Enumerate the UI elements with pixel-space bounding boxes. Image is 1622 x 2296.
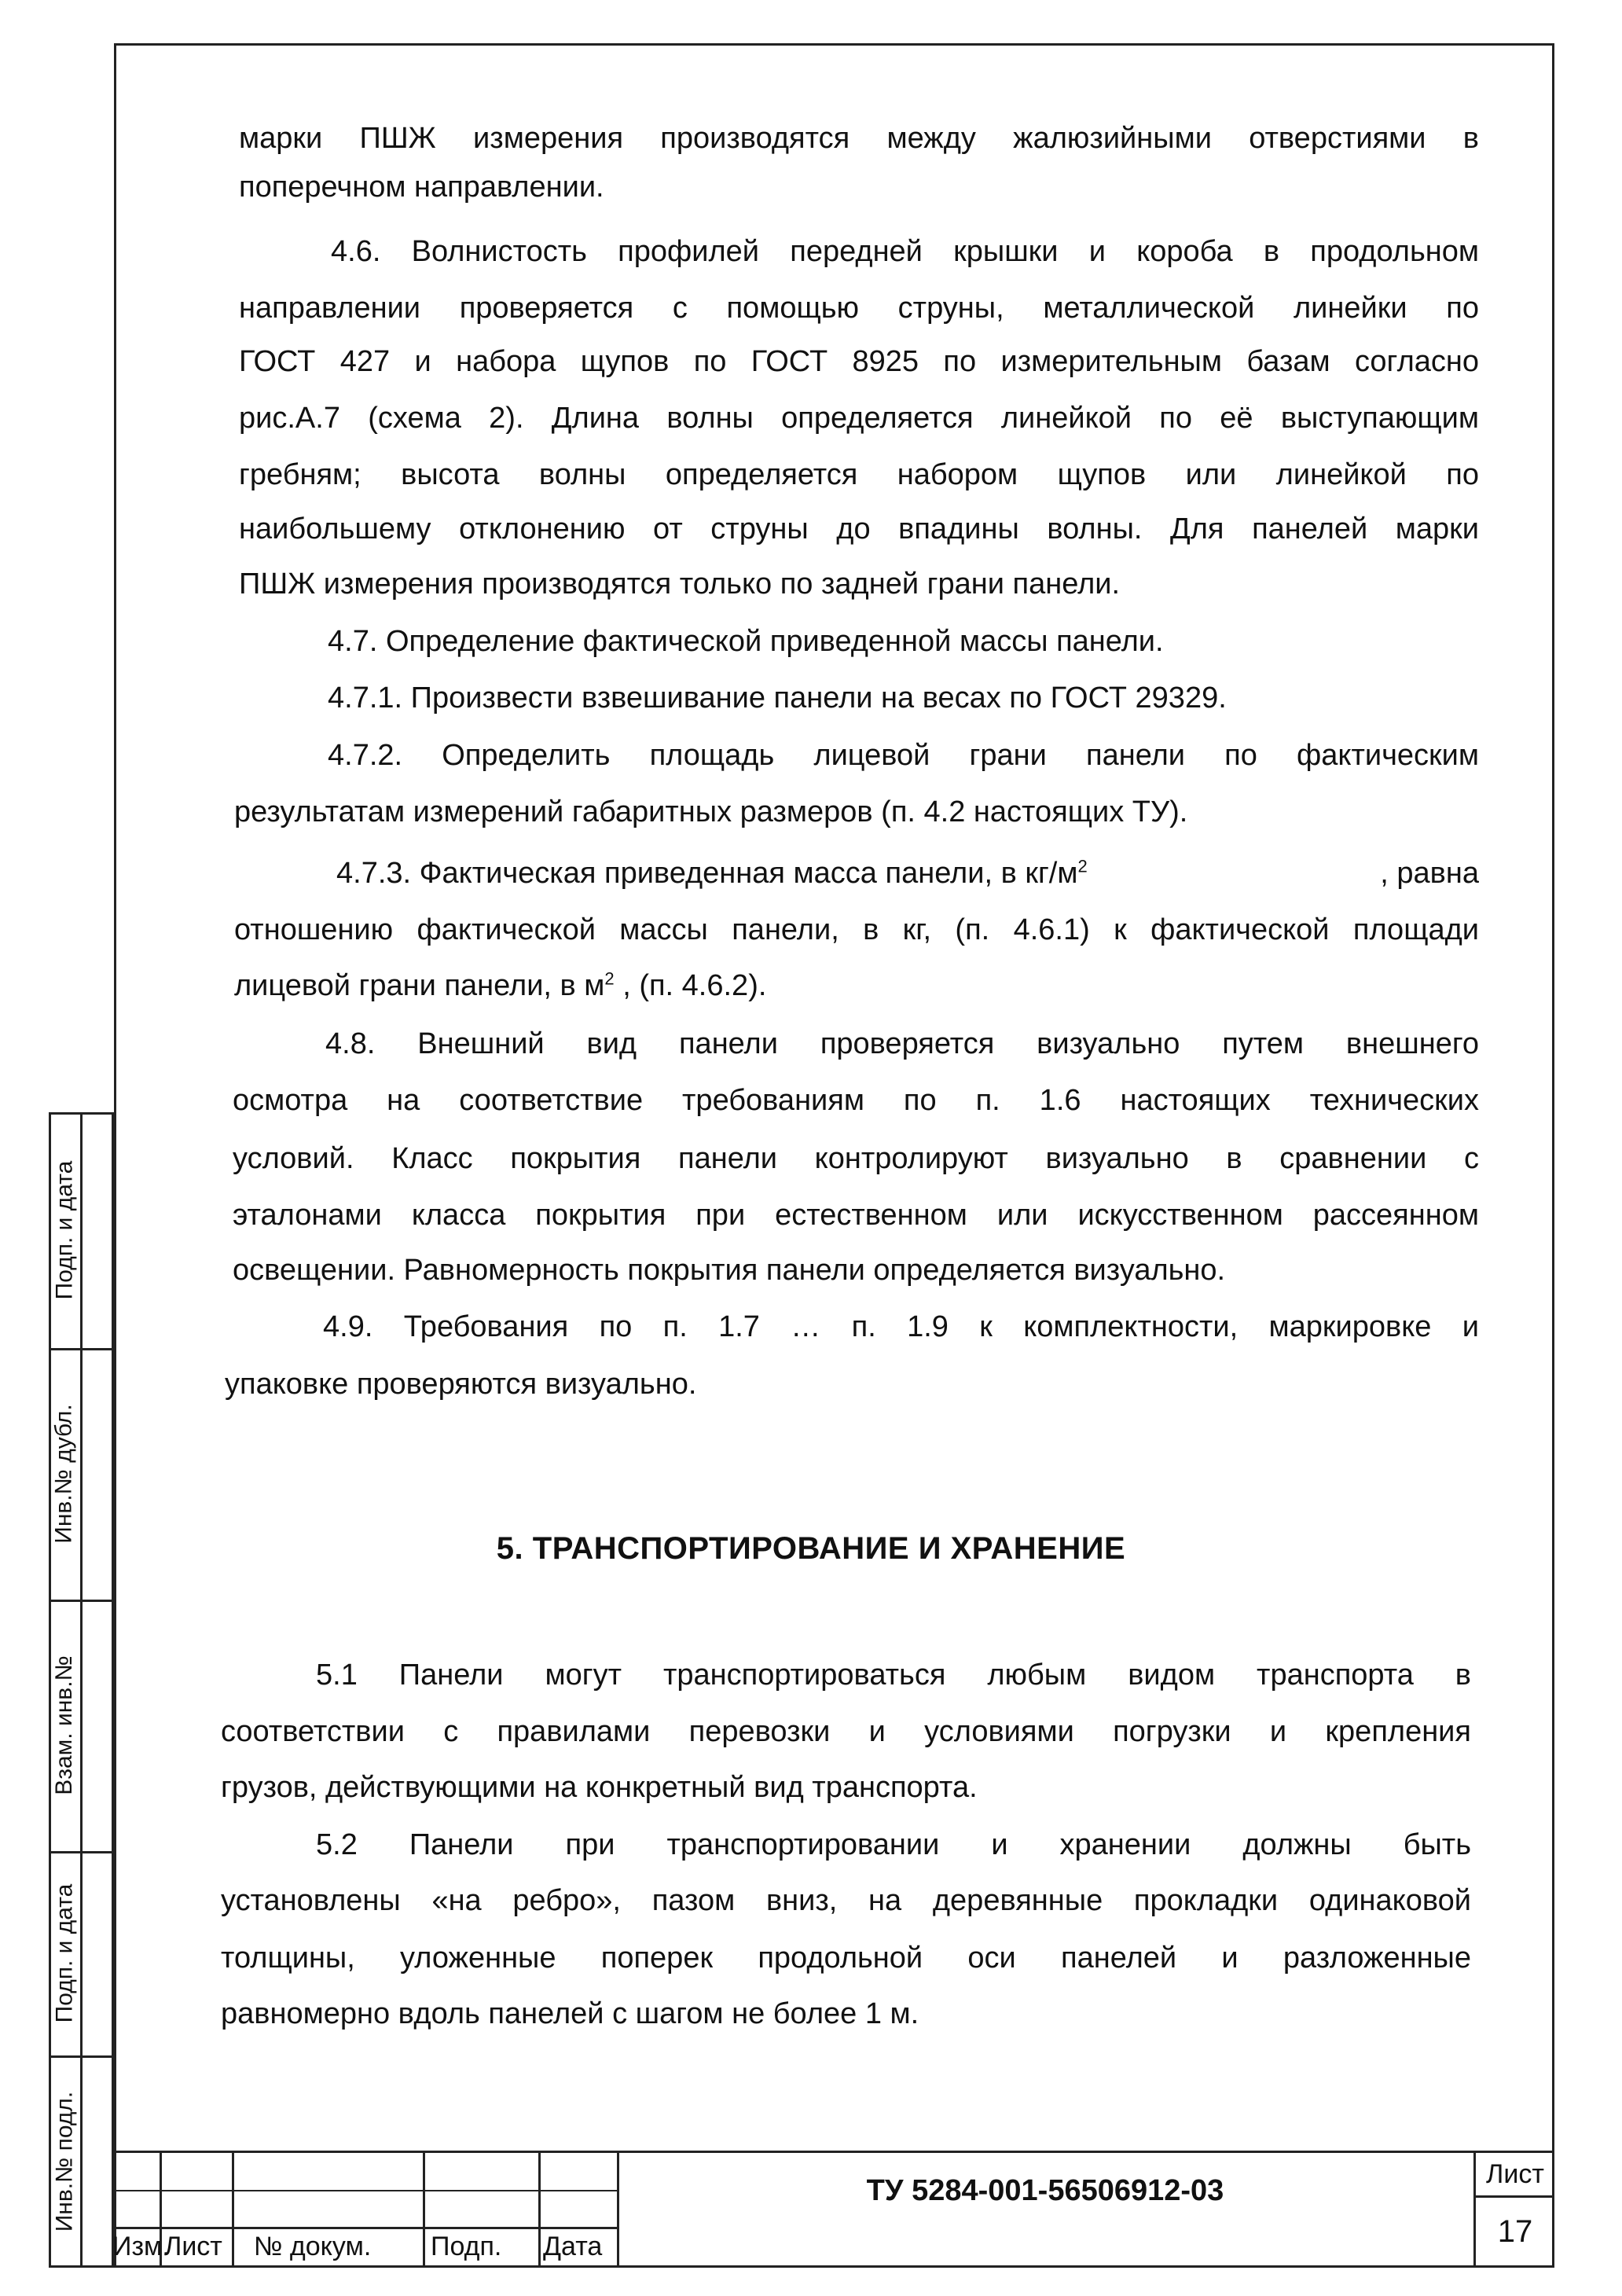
side-stamp-cell <box>49 1600 80 1851</box>
text-span: лицевой грани панели, в м <box>234 969 605 1002</box>
text-span: , (п. 4.6.2). <box>614 969 767 1002</box>
text-line: направлении проверяется с помощью струны, металлической линейки по <box>239 292 1479 325</box>
text-line <box>234 957 766 1014</box>
side-stamp <box>49 1112 112 2268</box>
text-line: условий. Класс покрытия панели контролируют визуально в сравнении с <box>233 1142 1479 1175</box>
side-stamp-label: Подп. и дата <box>51 1160 77 1300</box>
side-stamp-cell <box>49 1348 80 1600</box>
text-line: марки ПШЖ измерения производятся между жалюзийными отверстиями в <box>239 122 1479 155</box>
text-line: соответствии с правилами перевозки и условиями погрузки и крепления <box>221 1715 1471 1748</box>
side-stamp-value-column <box>80 1112 114 2268</box>
side-stamp-cell <box>49 1851 80 2055</box>
text-line: 4.6. Волнистость профилей передней крышки и короба в продольном <box>331 235 1479 268</box>
text-line: 4.7.1. Произвести взвешивание панели на весах по ГОСТ 29329. <box>328 681 1227 715</box>
divider <box>538 2151 541 2268</box>
column-header-sheet: Лист <box>164 2232 222 2261</box>
superscript: 2 <box>1077 856 1088 876</box>
text-line: установлены «на ребро», пазом вниз, на деревянные прокладки одинаковой <box>221 1884 1471 1917</box>
divider <box>423 2151 425 2268</box>
text-line: 4.7.2. Определить площадь лицевой грани панели по фактическим <box>328 739 1479 772</box>
column-header-date: Дата <box>543 2232 603 2261</box>
side-stamp-label: Инв.№ подл. <box>51 2091 78 2232</box>
text-line: результатам измерений габаритных размеров (п. 4.2 настоящих ТУ). <box>234 795 1188 828</box>
text-line: ГОСТ 427 и набора щупов по ГОСТ 8925 по измерительным базам согласно <box>239 345 1479 378</box>
text-line: 5.1 Панели могут транспортироваться любым видом транспорта в <box>316 1659 1471 1692</box>
side-stamp-cell <box>49 1112 80 1348</box>
sheet-label: Лист <box>1476 2151 1554 2198</box>
text-line: эталонами класса покрытия при естественном или искусственном рассеянном <box>233 1199 1479 1232</box>
text-line: 4.8. Внешний вид панели проверяется визуально путем внешнего <box>325 1027 1479 1060</box>
divider <box>232 2151 234 2268</box>
divider <box>114 2190 617 2191</box>
column-header-doc-number: № докум. <box>254 2232 372 2261</box>
text-line: 4.7. Определение фактической приведенной массы панели. <box>328 625 1164 658</box>
text-line: равномерно вдоль панелей с шагом не более 1 м. <box>221 1997 919 2030</box>
side-stamp-label: Подп. и дата <box>51 1883 77 2023</box>
title-block <box>114 2151 1554 2268</box>
text-line: 5.2 Панели при транспортировании и хранении должны быть <box>316 1828 1471 1861</box>
text-line: рис.А.7 (схема 2). Длина волны определяется линейкой по её выступающим <box>239 402 1479 435</box>
column-header-signature: Подп. <box>431 2232 502 2261</box>
document-code: ТУ 5284-001-56506912-03 <box>866 2174 1224 2207</box>
text-line: грузов, действующими на конкретный вид транспорта. <box>221 1771 978 1804</box>
text-line: упаковке проверяются визуально. <box>225 1368 697 1401</box>
text-line: наибольшему отклонению от струны до впадины волны. Для панелей марки <box>239 512 1479 546</box>
text-line: поперечном направлении. <box>239 171 604 204</box>
section-heading: 5. ТРАНСПОРТИРОВАНИЕ И ХРАНЕНИЕ <box>496 1531 1126 1566</box>
text-line: 4.9. Требования по п. 1.7 … п. 1.9 к комплектности, маркировке и <box>323 1310 1479 1343</box>
superscript: 2 <box>604 968 615 989</box>
text-line: освещении. Равномерность покрытия панели определяется визуально. <box>233 1254 1226 1287</box>
text-line: отношению фактической массы панели, в кг, (п. 4.6.1) к фактической площади <box>234 913 1479 946</box>
divider <box>617 2151 619 2268</box>
text-span: , равна <box>1380 857 1479 890</box>
divider <box>114 2151 1554 2153</box>
column-header-change: Изм. <box>112 2232 170 2261</box>
text-line: толщины, уложенные поперек продольной оси панелей и разложенные <box>221 1941 1471 1975</box>
text-line: гребням; высота волны определяется набором щупов или линейкой по <box>239 458 1479 491</box>
text-line: осмотра на соответствие требованиям по п. 1.6 настоящих технических <box>233 1084 1479 1117</box>
sheet-number: 17 <box>1497 2214 1533 2249</box>
sheet-box <box>1473 2151 1554 2268</box>
text-line: ПШЖ измерения производятся только по задней грани панели. <box>239 568 1121 601</box>
side-stamp-label: Взам. инв.№ <box>51 1655 77 1795</box>
side-stamp-cell <box>49 2055 80 2268</box>
text-line <box>336 845 1479 902</box>
side-stamp-label: Инв.№ дубл. <box>51 1404 77 1544</box>
text-span: 4.7.3. Фактическая приведенная масса панели, в кг/м <box>336 857 1078 890</box>
